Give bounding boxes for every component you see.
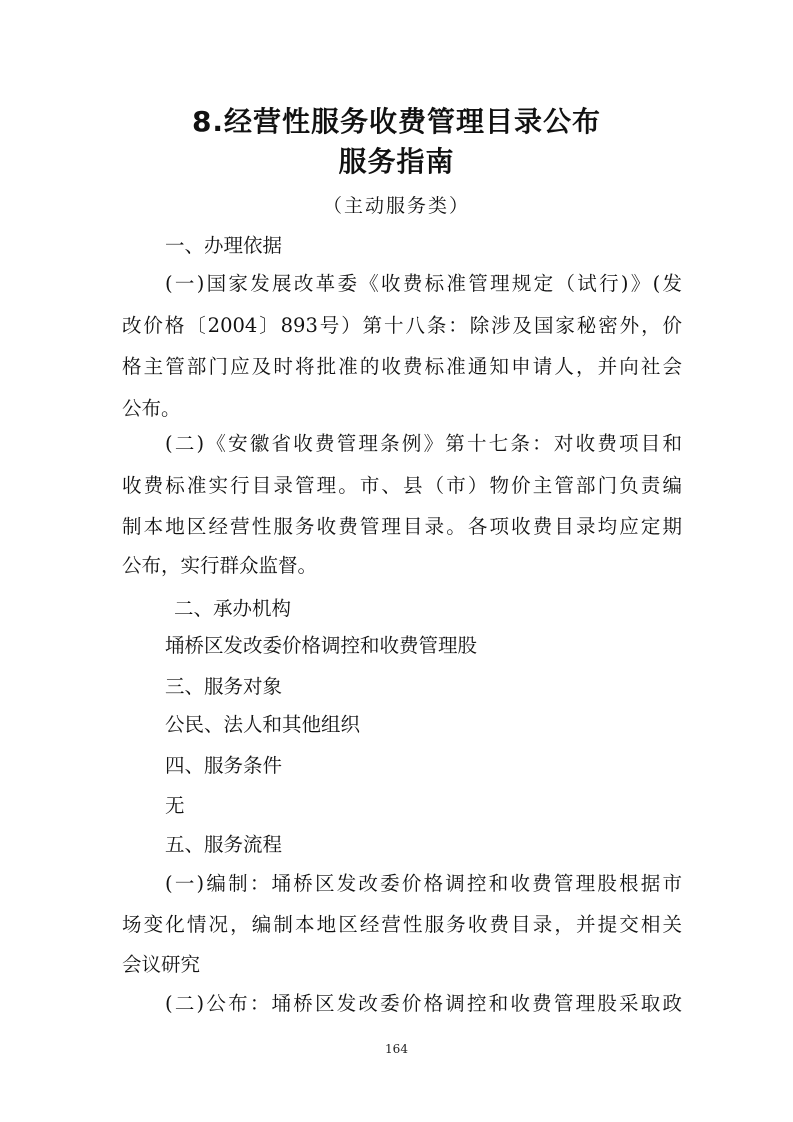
paragraph-line: 格主管部门应及时将批准的收费标准通知申请人，并向社会 <box>122 355 682 378</box>
paragraph-line: (二)公布：埇桥区发改委价格调控和收费管理股采取政 <box>165 992 682 1015</box>
section-heading: 一、办理依据 <box>165 234 283 257</box>
paragraph-line: (二)《安徽省收费管理条例》第十七条：对收费项目和 <box>165 432 682 455</box>
section-heading: 四、服务条件 <box>165 754 283 777</box>
document-subtitle: （主动服务类） <box>322 195 470 217</box>
paragraph-line: 改价格〔2004〕893号）第十八条：除涉及国家秘密外，价 <box>122 314 682 337</box>
paragraph-line: 公布，实行群众监督。 <box>122 554 318 577</box>
paragraph-line: 收费标准实行目录管理。市、县（市）物价主管部门负责编 <box>122 474 682 497</box>
paragraph-line: 埇桥区发改委价格调控和收费管理股 <box>165 634 478 657</box>
paragraph-line: 会议研究 <box>122 953 201 976</box>
paragraph-line: 场变化情况，编制本地区经营性服务收费目录，并提交相关 <box>122 913 682 936</box>
paragraph-line: (一)国家发展改革委《收费标准管理规定（试行)》(发 <box>165 272 682 295</box>
section-heading: 二、承办机构 <box>174 597 292 620</box>
section-heading: 三、服务对象 <box>165 675 283 698</box>
document-title: 8.经营性服务收费管理目录公布 <box>191 105 602 138</box>
paragraph-line: 无 <box>165 794 185 817</box>
section-heading: 五、服务流程 <box>165 833 283 856</box>
paragraph-line: 制本地区经营性服务收费管理目录。各项收费目录均应定期 <box>122 515 682 538</box>
page-number: 164 <box>385 1042 408 1056</box>
paragraph-line: 公布。 <box>122 397 181 420</box>
paragraph-line: (一)编制：埇桥区发改委价格调控和收费管理股根据市 <box>165 872 682 895</box>
document-title-line2: 服务指南 <box>338 145 455 178</box>
paragraph-line: 公民、法人和其他组织 <box>165 713 361 736</box>
